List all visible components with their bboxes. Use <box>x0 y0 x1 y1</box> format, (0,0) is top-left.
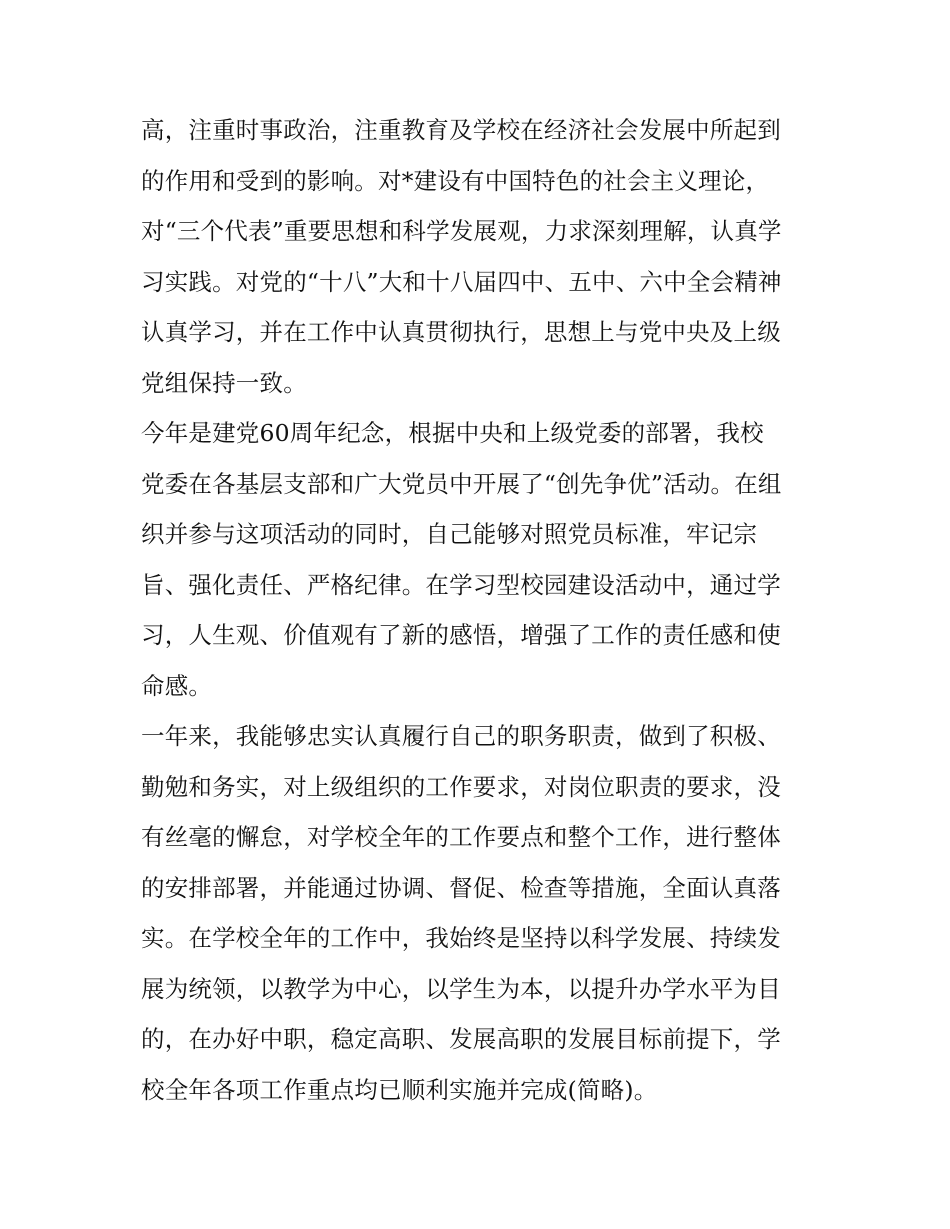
text-line: 对“三个代表”重要思想和科学发展观，力求深刻理解，认真学 <box>141 217 782 245</box>
paragraph-2 <box>141 408 831 711</box>
text-line: 的作用和受到的影响。对*建设有中国特色的社会主义理论， <box>141 166 770 195</box>
text-line: 织并参与这项活动的同时，自己能够对照党员标准，牢记宗 <box>141 520 758 548</box>
text-line: 勤勉和务实，对上级组织的工作要求，对岗位职责的要求，没 <box>141 772 781 801</box>
text-line: 有丝毫的懈怠，对学校全年的工作要点和整个工作，进行整体 <box>141 823 781 851</box>
text-line: 的，在办好中职，稳定高职、发展高职的发展目标前提下，学 <box>141 1025 781 1053</box>
text-line: 旨、强化责任、严格纪律。在学习型校园建设活动中，通过学 <box>141 570 781 599</box>
text-line: 高，注重时事政治，注重教育及学校在经济社会发展中所起到 <box>141 116 781 144</box>
text-line: 实。在学校全年的工作中，我始终是坚持以科学发展、持续发 <box>141 924 781 952</box>
text-line: 党组保持一致。 <box>141 368 307 397</box>
text-line: 一年来，我能够忠实认真履行自己的职务职责，做到了积极、 <box>141 722 781 750</box>
text-line: 习实践。对党的“十八”大和十八届四中、五中、六中全会精神 <box>141 267 782 296</box>
text-line: 校全年各项工作重点均已顺利实施并完成(简略)。 <box>141 1075 658 1104</box>
text-line: 的安排部署，并能通过协调、督促、检查等措施，全面认真落 <box>141 873 781 902</box>
text-line: 习，人生观、价值观有了新的感悟，增强了工作的责任感和使 <box>141 621 781 649</box>
text-line: 展为统领，以教学为中心，以学生为本，以提升办学水平为目 <box>141 974 781 1003</box>
text-line: 命感。 <box>141 671 213 700</box>
text-line: 党委在各基层支部和广大党员中开展了“创先争优”活动。在组 <box>141 469 782 498</box>
document-body <box>141 105 831 1115</box>
paragraph-3 <box>141 711 831 1115</box>
text-line: 认真学习，并在工作中认真贯彻执行，思想上与党中央及上级 <box>141 318 781 346</box>
text-line: 今年是建党60周年纪念，根据中央和上级党委的部署，我校 <box>141 419 764 447</box>
paragraph-1 <box>141 105 831 408</box>
